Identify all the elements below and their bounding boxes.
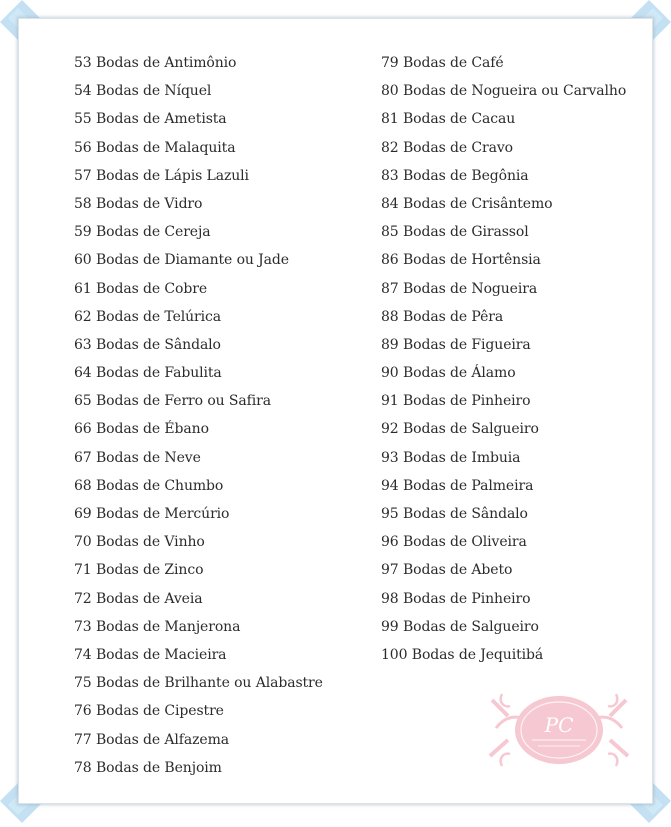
list-item: 53 Bodas de Antimônio (74, 55, 237, 71)
list-item: 59 Bodas de Cereja (74, 224, 211, 241)
list-item: 54 Bodas de Níquel (74, 83, 212, 100)
list-item: 78 Bodas de Benjoim (74, 759, 222, 776)
list-item: 86 Bodas de Hortênsia (381, 252, 541, 269)
right-column-list (381, 49, 626, 669)
list-item: 75 Bodas de Brilhante ou Alabastre (74, 675, 323, 692)
list-item: 72 Bodas de Aveia (74, 590, 203, 607)
list-item: 82 Bodas de Cravo (381, 139, 514, 156)
list-item: 87 Bodas de Nogueira (381, 280, 538, 297)
list-item: 61 Bodas de Cobre (74, 280, 208, 297)
list-item: 74 Bodas de Macieira (74, 646, 227, 663)
list-item: 69 Bodas de Mercúrio (74, 506, 230, 522)
list-item: 100 Bodas de Jequitibá (381, 646, 544, 663)
list-item: 62 Bodas de Telúrica (74, 308, 222, 325)
list-item: 97 Bodas de Abeto (381, 562, 513, 579)
list-item: 88 Bodas de Pêra (381, 308, 504, 325)
watermark-monogram: PC (544, 713, 574, 737)
list-item: 93 Bodas de Imbuia (381, 449, 521, 466)
list-item: 94 Bodas de Palmeira (381, 477, 534, 494)
list-item: 80 Bodas de Nogueira ou Carvalho (381, 83, 627, 100)
list-item: 99 Bodas de Salgueiro (381, 618, 539, 635)
list-item: 64 Bodas de Fabulita (74, 365, 222, 382)
list-item: 77 Bodas de Alfazema (74, 731, 230, 748)
list-item: 85 Bodas de Girassol (381, 224, 529, 241)
watermark-logo (488, 688, 630, 772)
list-item: 91 Bodas de Pinheiro (381, 393, 531, 410)
list-item: 68 Bodas de Chumbo (74, 477, 224, 494)
list-item: 60 Bodas de Diamante ou Jade (74, 252, 289, 269)
list-item: 70 Bodas de Vinho (74, 534, 205, 551)
list-item: 83 Bodas de Begônia (381, 167, 529, 184)
list-item: 81 Bodas de Cacau (381, 111, 516, 128)
list-item: 57 Bodas de Lápis Lazuli (74, 167, 249, 184)
list-item: 65 Bodas de Ferro ou Safira (74, 393, 271, 410)
list-item: 98 Bodas de Pinheiro (381, 590, 531, 607)
list-item: 90 Bodas de Álamo (381, 365, 516, 382)
list-item: 66 Bodas de Ébano (74, 421, 209, 438)
list-item: 89 Bodas de Figueira (381, 336, 531, 353)
list-item: 67 Bodas de Neve (74, 449, 201, 466)
list-item: 92 Bodas de Salgueiro (381, 421, 539, 438)
list-item: 95 Bodas de Sândalo (381, 506, 528, 522)
list-item: 71 Bodas de Zinco (74, 562, 204, 579)
list-item: 96 Bodas de Oliveira (381, 534, 527, 551)
list-item: 55 Bodas de Ametista (74, 111, 227, 128)
list-item: 84 Bodas de Crisântemo (381, 195, 553, 212)
list-item: 56 Bodas de Malaquita (74, 139, 236, 156)
list-item: 76 Bodas de Cipestre (74, 703, 224, 720)
list-item: 79 Bodas de Café (381, 55, 504, 71)
list-item: 63 Bodas de Sândalo (74, 336, 221, 353)
list-item: 73 Bodas de Manjerona (74, 618, 241, 635)
left-column-list (74, 49, 323, 782)
list-item: 58 Bodas de Vidro (74, 195, 203, 212)
